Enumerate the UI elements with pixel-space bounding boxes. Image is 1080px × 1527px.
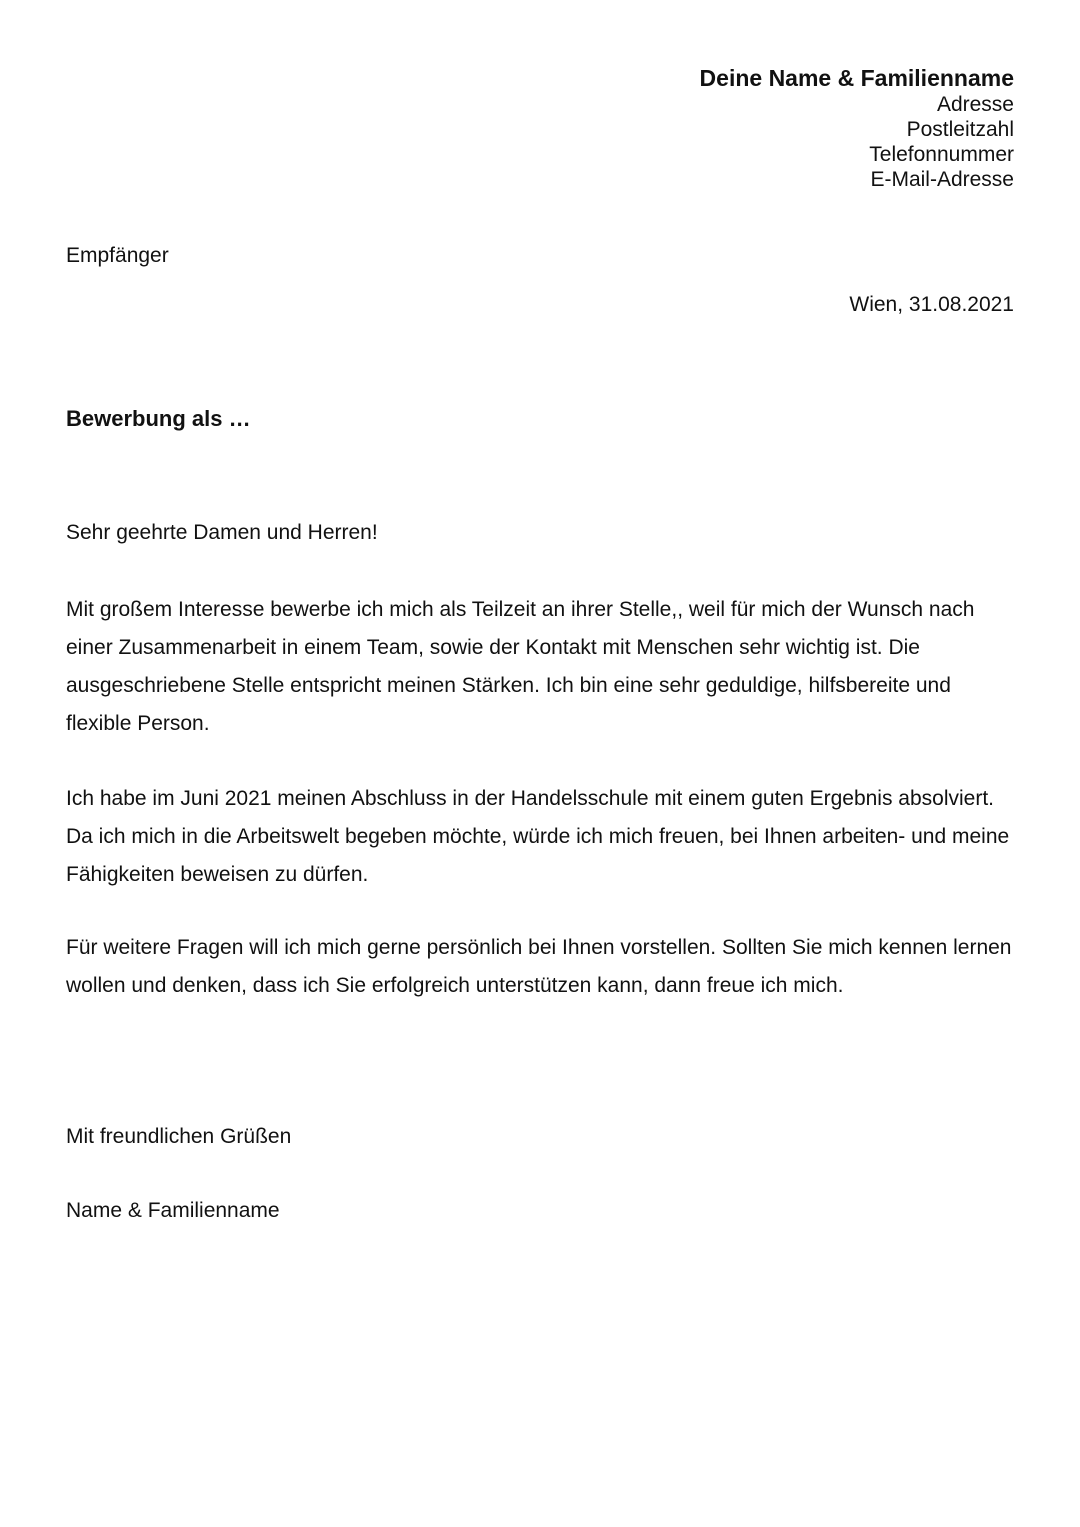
closing: Mit freundlichen Grüßen xyxy=(66,1125,292,1148)
body-paragraph: Mit großem Interesse bewerbe ich mich als Teilzeit an ihrer Stelle,, weil für mich der Wunsch nach einer Zusammenarbeit in einem Team, sowie der Kontakt mit Menschen sehr wichtig ist. Die ausgeschriebene Stelle entspricht meinen Stärken. Ich bin eine sehr geduldige, hilfsbereite und flexible Person. xyxy=(66,598,975,735)
sender-name: Deine Name & Familienname xyxy=(699,65,1014,91)
subject-line: Bewerbung als … xyxy=(66,406,251,431)
body-paragraph: Ich habe im Juni 2021 meinen Abschluss in der Handelsschule mit einem guten Ergebnis absolviert. Da ich mich in die Arbeitswelt begeben möchte, würde ich mich freuen, bei Ihnen arbeiten- und meine Fähigkeiten beweisen zu dürfen. xyxy=(66,787,1010,886)
sender-block xyxy=(700,64,1014,192)
sender-email: E-Mail-Adresse xyxy=(870,168,1014,191)
date-line: Wien, 31.08.2021 xyxy=(849,293,1014,316)
signature: Name & Familienname xyxy=(66,1199,280,1222)
recipient: Empfänger xyxy=(66,244,169,267)
sender-phone: Telefonnummer xyxy=(869,143,1014,166)
sender-postal-code: Postleitzahl xyxy=(906,118,1014,141)
body-paragraph: Für weitere Fragen will ich mich gerne persönlich bei Ihnen vorstellen. Sollten Sie mich kennen lernen wollen und denken, dass ich Sie erfolgreich unterstützen kann, dann freue ich mich. xyxy=(66,936,1012,997)
sender-address: Adresse xyxy=(936,93,1014,116)
salutation: Sehr geehrte Damen und Herren! xyxy=(66,521,378,544)
